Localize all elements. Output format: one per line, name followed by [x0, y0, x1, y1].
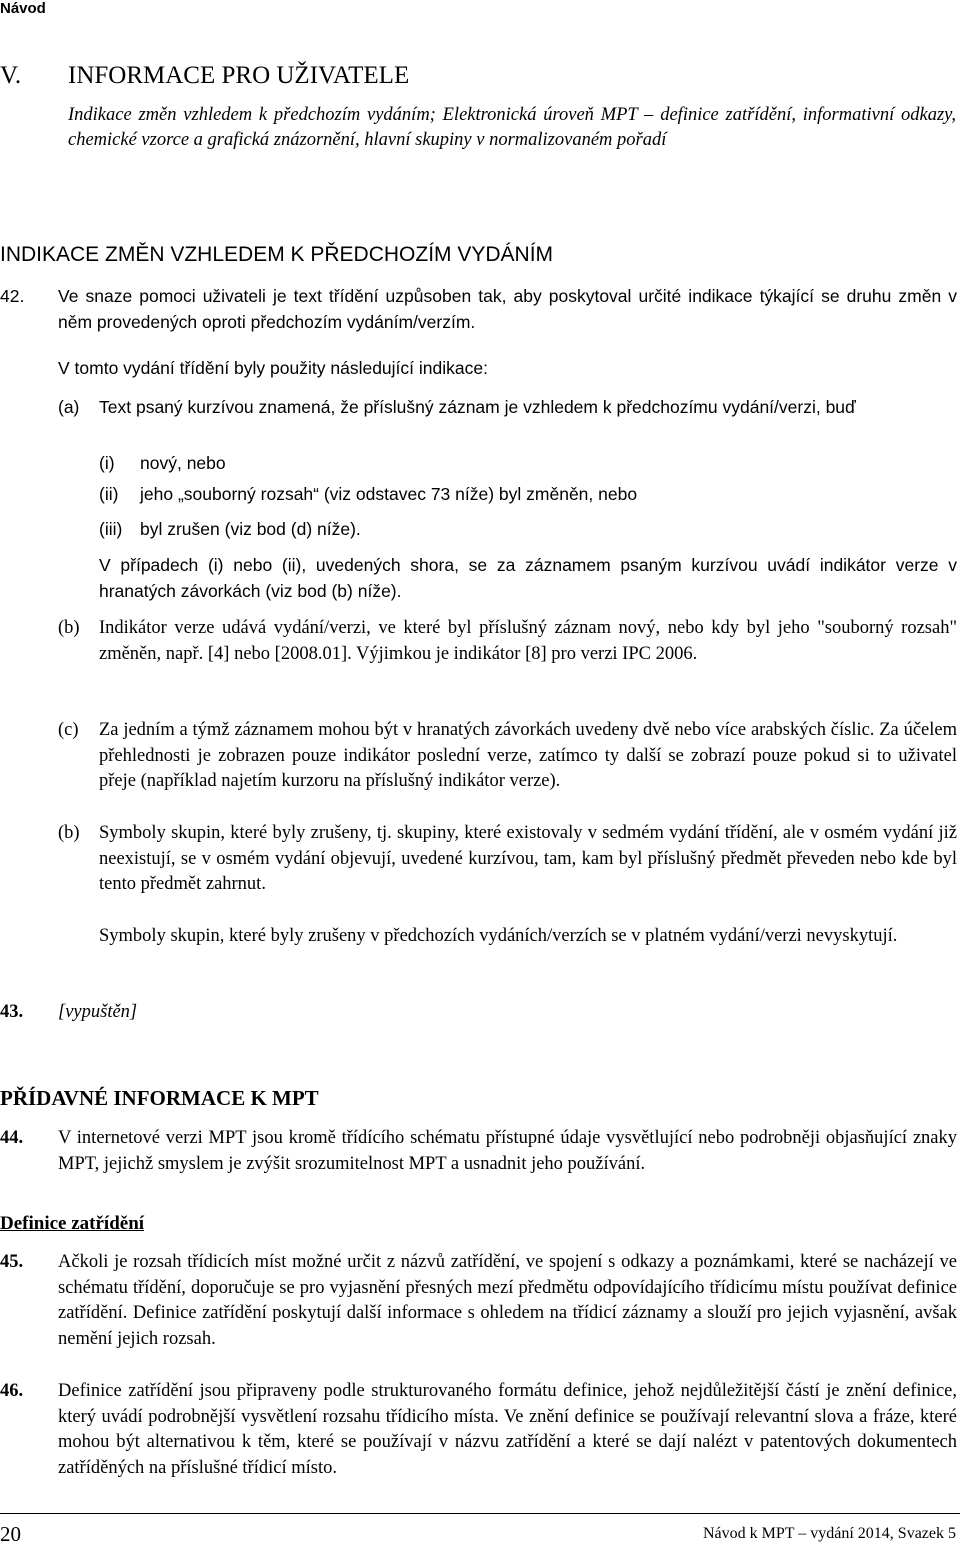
subitem-text: byl zrušen (viz bod (d) níže). — [140, 519, 361, 539]
item-label: (a) — [58, 397, 80, 417]
item-d — [58, 821, 957, 898]
item-text: Za jedním a týmž záznamem mohou být v hranatých závorkách uvedeny dvě nebo více arabských číslic. Za účelem přehlednosti je zobrazen pouze indikátor poslední verze, zatímco ty další se zobrazí pouze pokud si to uživatel přeje (například najetím kurzoru na příslušný indikátor verze). — [99, 720, 957, 791]
paragraph-45 — [0, 1250, 957, 1352]
footer-divider — [0, 1513, 960, 1514]
item-text: Indikátor verze udává vydání/verzi, ve které byl příslušný záznam nový, nebo kdy byl jeho "souborný rozsah" změněn, např. [4] nebo [2008.01]. Výjimkou je indikátor [8] pro verzi IPC 2006. — [99, 618, 957, 664]
paragraph-number: 46. — [0, 1381, 24, 1401]
paragraph-number: 45. — [0, 1252, 24, 1272]
indications-lead: V tomto vydání třídění byly použity následující indikace: — [58, 358, 488, 378]
item-b — [58, 616, 957, 667]
item-d-note: Symboly skupin, které byly zrušeny v předchozích vydáních/verzích se v platném vydání/verzi nevyskytují. — [99, 926, 898, 946]
subitem-i — [99, 451, 957, 477]
paragraph-text: Ve snaze pomoci uživateli je text třídění uzpůsoben tak, aby poskytoval určité indikace týkající se druhu změn v něm provedených oproti předchozím vydáním/verzím. — [58, 286, 957, 332]
running-header: Návod — [0, 0, 46, 17]
subitem-label: (i) — [99, 453, 115, 473]
page-number: 20 — [0, 1522, 21, 1546]
item-text: Text psaný kurzívou znamená, že příslušný záznam je vzhledem k předchozímu vydání/verzi, buď — [99, 397, 856, 417]
footer-document-title: Návod k MPT – vydání 2014, Svazek 5 — [702, 1525, 956, 1542]
item-c — [58, 718, 957, 795]
item-label: (b) — [58, 618, 80, 638]
paragraph-number: 44. — [0, 1128, 24, 1148]
item-a — [58, 395, 957, 421]
subitem-iii — [99, 517, 957, 543]
paragraph-number: 42. — [0, 286, 25, 306]
paragraph-text: V internetové verzi MPT jsou kromě třídícího schématu přístupné údaje vysvětlující nebo podrobněji objasňující znaky MPT, jejichž smyslem je zvýšit srozumitelnost MPT a usnadnit jeho používání. — [58, 1128, 957, 1174]
paragraph-44 — [0, 1126, 957, 1177]
chapter-heading — [0, 62, 409, 90]
subitem-text: jeho „souborný rozsah“ (viz odstavec 73 níže) byl změněn, nebo — [140, 484, 638, 504]
section-heading-indikace: INDIKACE ZMĚN VZHLEDEM K PŘEDCHOZÍM VYDÁNÍM — [0, 243, 554, 266]
paragraph-number: 43. — [0, 1002, 24, 1022]
paragraph-text: [vypuštěn] — [58, 1002, 138, 1022]
item-a-note: V případech (i) nebo (ii), uvedených shora, se za záznamem psaným kurzívou uvádí indikátor verze v hranatých závorkách (viz bod (b) níže). — [99, 555, 957, 601]
paragraph-text: Definice zatřídění jsou připraveny podle strukturovaného formátu definice, jehož nejdůležitější částí je znění definice, který uvádí podrobnější vysvětlení rozsahu třídicího místa. Ve znění definice se používají relevantní slova a fráze, které mohou být alternativou k těm, které se používají v názvu zatřídění a které se dají nalézt v patentových dokumentech zatříděných na příslušné třídicí místo. — [58, 1381, 957, 1478]
section-heading-pridavne: PŘÍDAVNÉ INFORMACE K MPT — [0, 1086, 319, 1110]
subitem-label: (iii) — [99, 519, 123, 539]
item-label: (c) — [58, 720, 79, 740]
subitem-text: nový, nebo — [140, 453, 226, 473]
paragraph-42 — [0, 284, 957, 335]
chapter-intro: Indikace změn vzhledem k předchozím vydáním; Elektronická úroveň MPT – definice zatřídění, informativní odkazy, chemické vzorce a grafická znázornění, hlavní skupiny v normalizovaném pořadí — [68, 105, 956, 150]
item-label: (b) — [58, 823, 80, 843]
item-text: Symboly skupin, které byly zrušeny, tj. skupiny, které existovaly v sedmém vydání třídění, ale v osmém vydání již neexistují, se v osmém vydání objevují, uvedené kurzívou, tam, kam byl příslušný předmět převeden nebo kde byl tento předmět zahrnut. — [99, 823, 957, 894]
paragraph-text: Ačkoli je rozsah třídicích míst možné určit z názvů zatřídění, ve spojení s odkazy a poznámkami, které se nacházejí ve schématu třídění, doporučuje se pro vyjasnění přesných mezí předmětu odpovídajícího třídicímu místu používat definice zatřídění. Definice zatřídění poskytují další informace s ohledem na třídicí záznamy a slouží pro jejich vyjasnění, avšak nemění jejich rozsah. — [58, 1252, 957, 1349]
section-heading-definice: Definice zatřídění — [0, 1213, 145, 1234]
subitem-ii — [99, 482, 957, 508]
chapter-title: INFORMACE PRO UŽIVATELE — [68, 62, 410, 89]
chapter-number: V. — [0, 62, 22, 89]
paragraph-43 — [0, 1000, 957, 1026]
paragraph-46 — [0, 1379, 957, 1481]
subitem-label: (ii) — [99, 484, 119, 504]
